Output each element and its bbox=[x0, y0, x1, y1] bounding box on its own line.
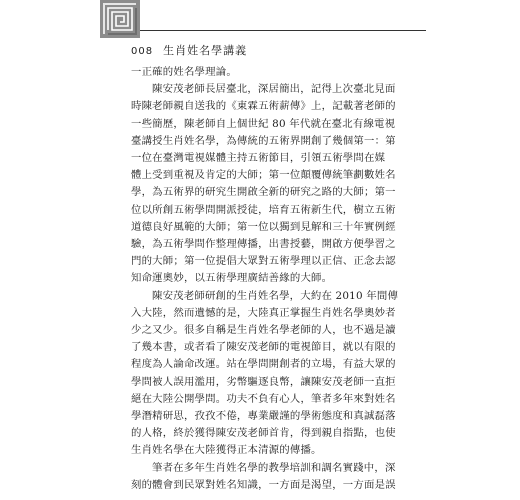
text-line: 臺講授生肖姓名學，為傳統的五術界開創了幾個第一：第 bbox=[131, 134, 396, 147]
text-line: 學問被人誤用濫用，劣幣驅逐良幣，讓陳安茂老師一直拒 bbox=[131, 375, 396, 388]
running-title: 生肖姓名學講義 bbox=[163, 44, 248, 57]
text-line: 知命運奧妙，以五術學理廣結善緣的大師。 bbox=[131, 272, 333, 285]
page-header bbox=[131, 42, 247, 58]
text-line: 的人格，終於獲得陳安茂老師首肯，得到親自指點，也使 bbox=[131, 427, 396, 440]
text-line: 位以所創五術學問開派授徒，培育五術新生代，樹立五術 bbox=[131, 203, 396, 216]
text-line: 門的大師；第一位提倡大眾對五術學理以正信、正念去認 bbox=[131, 255, 396, 268]
text-line: 少之又少。很多自稱是生肖姓名學老師的人，也不過是讀 bbox=[131, 324, 396, 337]
paragraph bbox=[131, 460, 413, 494]
page-number: 008 bbox=[131, 46, 154, 57]
paragraph bbox=[131, 288, 413, 460]
text-line: 道德良好風範的大師；第一位以獨到見解和三十年實例經 bbox=[131, 220, 396, 233]
corner-ornament-icon bbox=[100, 0, 140, 38]
text-line: 學潛精研思，孜孜不倦，專業嚴謹的學術態度和真誠磊落 bbox=[131, 410, 396, 423]
body-text bbox=[131, 64, 413, 494]
text-line: 驗，為五術學問作整理傳播，出書授藝，開啟方便學習之 bbox=[131, 238, 396, 251]
header-rule bbox=[140, 30, 426, 31]
text-line: 筆者在多年生肖姓名學的教學培訓和調名實踐中，深 bbox=[152, 461, 396, 474]
text-line: 時陳老師親自送我的《東霖五術薪傳》上，記載著老師的 bbox=[131, 100, 396, 113]
text-line: 一正確的姓名學理論。 bbox=[131, 66, 237, 78]
text-line: 生肖姓名學在大陸獲得正本清源的傳播。 bbox=[131, 444, 322, 457]
text-line: 入大陸，然而遺憾的是，大陸真正掌握生肖姓名學奧妙者 bbox=[131, 306, 396, 319]
text-line: 陳安茂老師研創的生肖姓名學，大約在 2010 年間傳 bbox=[152, 289, 399, 302]
text-line: 了幾本書，或者看了陳安茂老師的電視節目，就以有限的 bbox=[131, 341, 396, 354]
text-line: 體上受到重視及肯定的大師；第一位顛覆傳統筆劃數姓名 bbox=[131, 169, 396, 182]
text-line: 學，為五術界的研究生開啟全新的研究之路的大師；第一 bbox=[131, 186, 396, 199]
text-line: 程度為人論命改運。站在學問開創者的立場，有益大眾的 bbox=[131, 358, 396, 371]
text-line: 陳安茂老師長居臺北，深居簡出，記得上次臺北見面 bbox=[152, 83, 396, 96]
text-line: 一些簡歷，陳老師自上個世紀 80 年代就在臺北有線電視 bbox=[131, 117, 396, 130]
text-line: 刻的體會到民眾對姓名知識，一方面是渴望，一方面是誤 bbox=[131, 478, 396, 491]
paragraph bbox=[131, 64, 413, 81]
text-line: 一位在臺灣電視媒體主持五術節目，引領五術學問在媒 bbox=[131, 152, 386, 165]
text-line: 絕在大陸公開學問。功夫不負有心人，筆者多年來對姓名 bbox=[131, 392, 396, 405]
paragraph bbox=[131, 81, 413, 287]
